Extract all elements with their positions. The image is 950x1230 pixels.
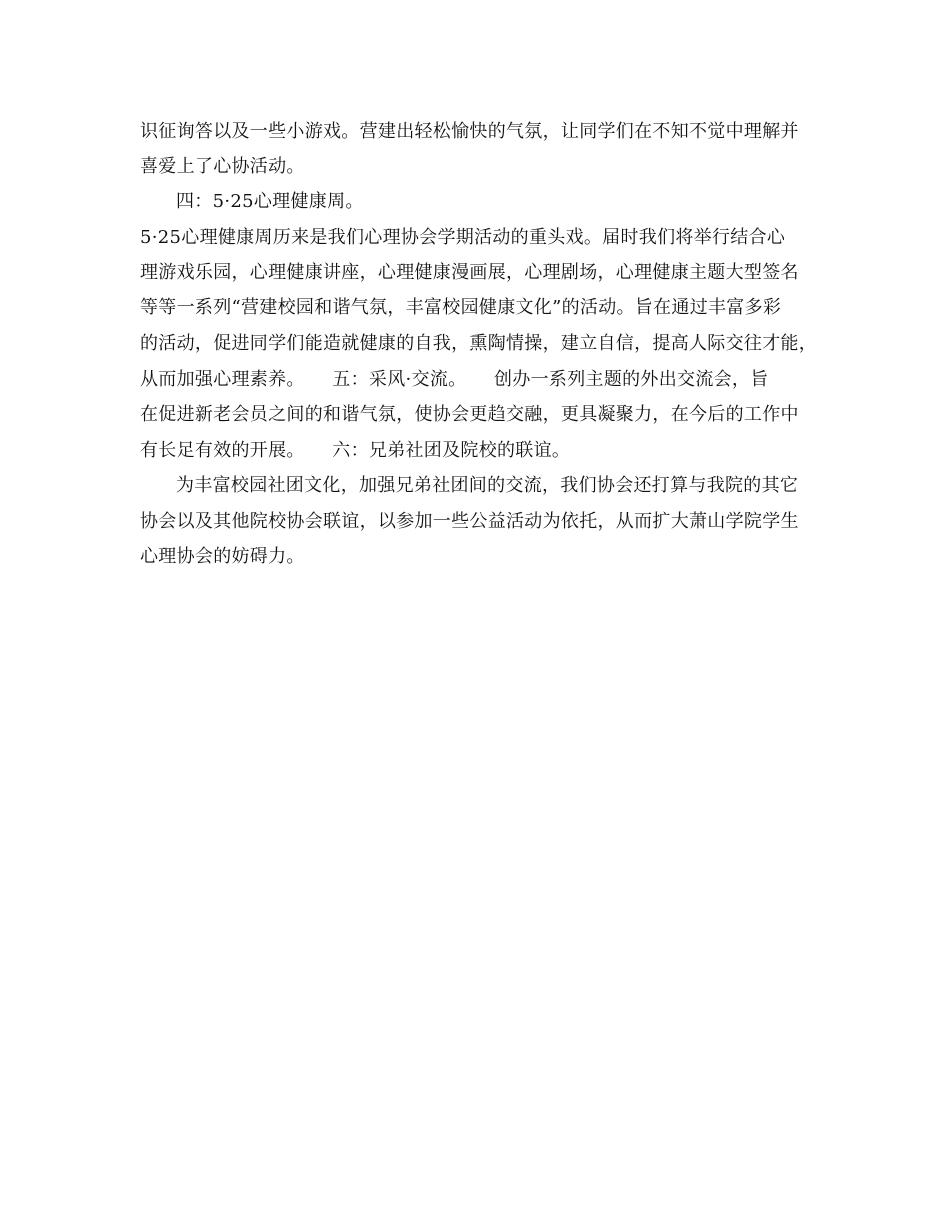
section-heading-4: 四：5·25心理健康周。: [176, 191, 364, 212]
text-line: 喜爱上了心协活动。: [140, 156, 305, 177]
text-line: 识征询答以及一些小游戏。营建出轻松愉快的气氛，让同学们在不知不觉中理解并: [140, 121, 799, 142]
text-line: 为丰富校园社团文化，加强兄弟社团间的交流，我们协会还打算与我院的其它: [176, 475, 799, 496]
text-line: 等等一系列“营建校园和谐气氛，丰富校园健康文化”的活动。旨在通过丰富多彩: [140, 297, 782, 318]
text-line: 从而加强心理素养。 五：采风·交流。 创办一系列主题的外出交流会，旨: [140, 369, 769, 390]
text-line: 在促进新老会员之间的和谐气氛，使协会更趋交融，更具凝聚力，在今后的工作中: [140, 404, 799, 425]
text-line: 的活动，促进同学们能造就健康的自我，熏陶情操，建立自信，提高人际交往才能，: [140, 333, 818, 354]
text-line: 5·25心理健康周历来是我们心理协会学期活动的重头戏。届时我们将举行结合心: [140, 227, 786, 248]
text-line: 心理协会的妨碍力。: [140, 546, 305, 567]
text-line: 理游戏乐园，心理健康讲座，心理健康漫画展，心理剧场，心理健康主题大型签名: [140, 262, 799, 283]
text-line: 协会以及其他院校协会联谊，以参加一些公益活动为依托，从而扩大萧山学院学生: [140, 511, 799, 532]
text-line: 有长足有效的开展。 六：兄弟社团及院校的联谊。: [140, 440, 571, 461]
